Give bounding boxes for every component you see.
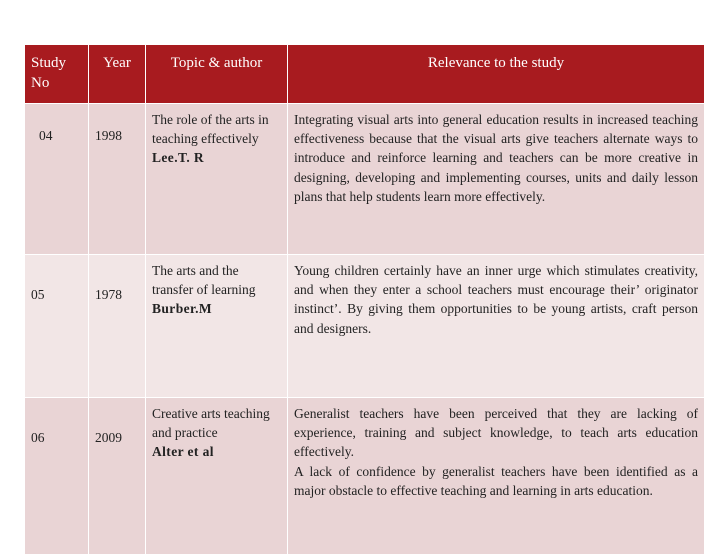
relevance-cell — [288, 255, 705, 398]
year-cell: 1998 — [89, 104, 146, 255]
topic-author-cell — [146, 104, 288, 255]
year-cell: 1978 — [89, 255, 146, 398]
study-no-cell: 06 — [25, 398, 89, 555]
table-row — [25, 104, 705, 255]
table-header-row — [25, 45, 705, 104]
header-topic-author: Topic & author — [146, 45, 288, 104]
author-text: Burber.M — [152, 301, 213, 317]
year-cell: 2009 — [89, 398, 146, 555]
topic-author-cell — [146, 398, 288, 555]
literature-review-table — [24, 44, 705, 555]
study-no-cell: 04 — [25, 104, 89, 255]
relevance-paragraph: A lack of confidence by generalist teachers have been identified as a major obstacle to effective teaching and learning in arts education. — [294, 463, 698, 498]
study-no-cell: 05 — [25, 255, 89, 398]
topic-text: Creative arts teaching and practice — [152, 406, 270, 441]
topic-text: The role of the arts in teaching effectively — [152, 112, 269, 147]
header-relevance: Relevance to the study — [288, 45, 705, 104]
topic-author-cell — [146, 255, 288, 398]
table-row — [25, 398, 705, 555]
relevance-paragraph: Integrating visual arts into general education results in increased teaching effectiveness because that the visual arts give teachers alternate ways to introduce and reinforce learning and teachers can be more creative in designing, developing and implementing courses, units and daily lesson plans that help students learn more effectively. — [294, 112, 698, 204]
relevance-paragraph: Generalist teachers have been perceived that they are lacking of experience, training and subject knowledge, to teach arts education effectively. — [294, 406, 698, 460]
author-text: Alter et al — [152, 444, 214, 460]
topic-text: The arts and the transfer of learning — [152, 263, 256, 298]
relevance-cell — [288, 398, 705, 555]
table-row — [25, 255, 705, 398]
relevance-paragraph: Young children certainly have an inner urge which stimulates creativity, and when they enter a school teachers must encourage their’ originator instinct’. By giving them opportunities to be young artists, craft person and designers. — [294, 263, 698, 336]
header-year: Year — [89, 45, 146, 104]
author-text: Lee.T. R — [152, 150, 205, 166]
header-study-no: Study No — [25, 45, 89, 104]
relevance-cell — [288, 104, 705, 255]
